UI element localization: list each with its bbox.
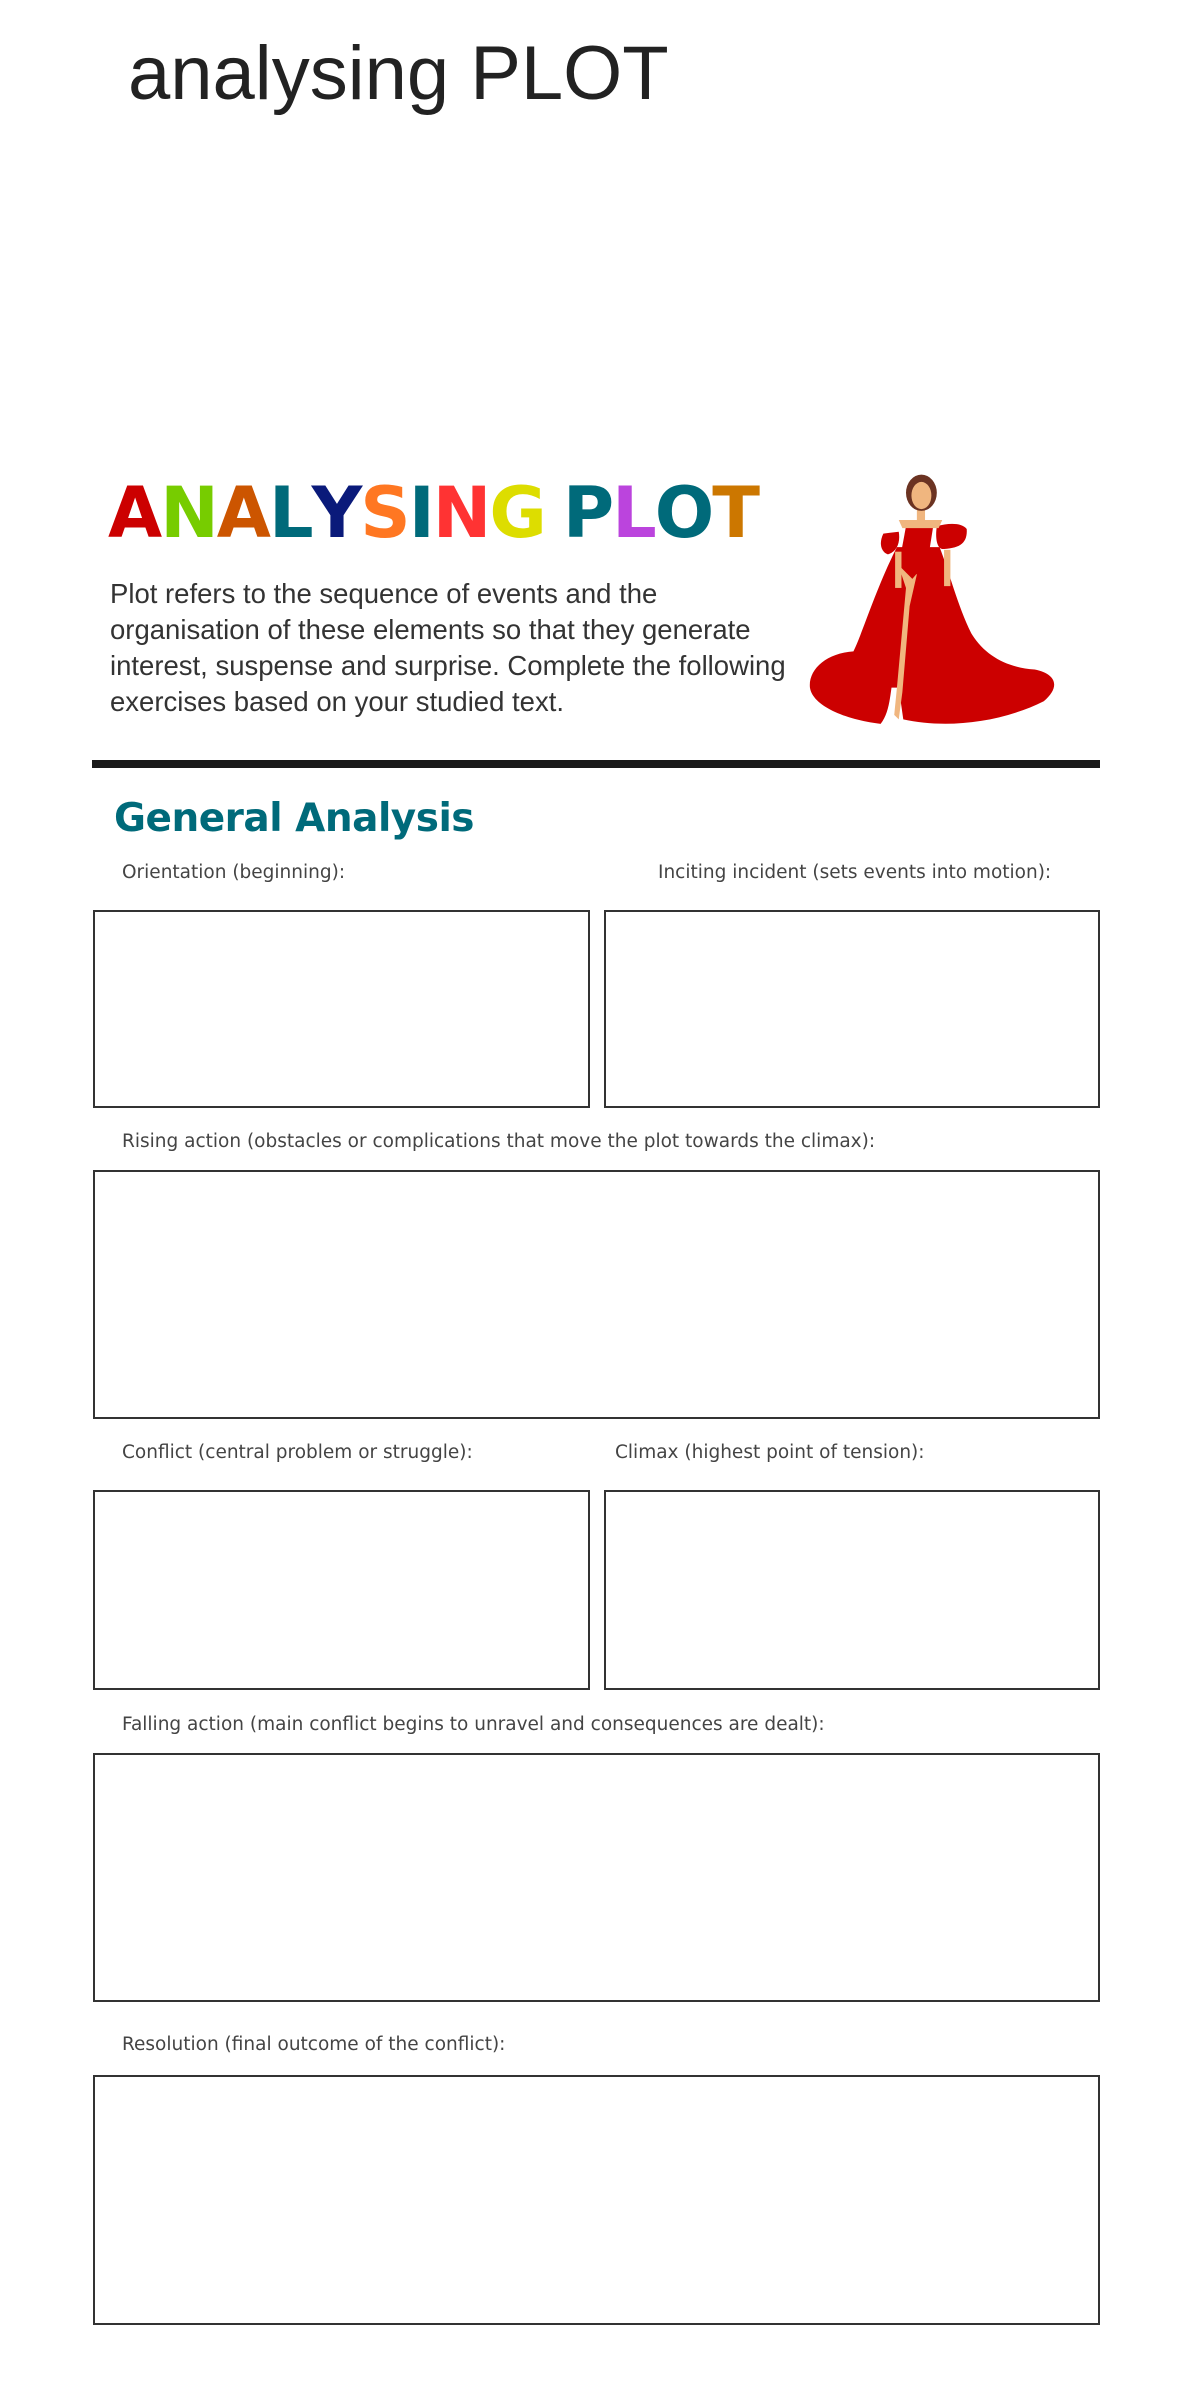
banner-title-letter: I: [408, 472, 433, 554]
climax-label: Climax (highest point of tension):: [615, 1442, 925, 1463]
page-title: analysing PLOT: [128, 31, 669, 116]
banner-title-letter: O: [654, 472, 713, 554]
banner-title-letter: L: [612, 472, 655, 554]
banner-title-letter: P: [562, 472, 613, 554]
banner-title-letter: T: [712, 472, 758, 554]
banner-title: [108, 472, 758, 554]
banner-title-letter: N: [160, 472, 217, 554]
banner-title-letter: L: [268, 472, 312, 554]
resolution-label: Resolution (final outcome of the conflict):: [122, 2034, 506, 2055]
inciting-incident-label: Inciting incident (sets events into motion):: [658, 862, 1052, 883]
banner-title-letter: Y: [311, 472, 361, 554]
section-heading: General Analysis: [114, 796, 475, 841]
banner-title-letter: A: [108, 472, 161, 554]
intro-paragraph: Plot refers to the sequence of events and the organisation of these elements so that they generate interest, suspense and surprise. Complete the following exercises based on your studied text.: [110, 578, 786, 717]
orientation-field[interactable]: [93, 910, 590, 1108]
banner-title-letter: G: [489, 472, 545, 554]
banner-title-letter: S: [360, 472, 409, 554]
falling-action-field[interactable]: [93, 1753, 1100, 2002]
rising-action-field[interactable]: [93, 1170, 1100, 1419]
inciting-incident-field[interactable]: [604, 910, 1100, 1108]
woman-in-red-dress-illustration: [790, 452, 1080, 742]
conflict-field[interactable]: [93, 1490, 590, 1690]
climax-field[interactable]: [604, 1490, 1100, 1690]
banner-title-letter: N: [432, 472, 490, 554]
banner-title-letter: A: [216, 472, 269, 554]
orientation-label: Orientation (beginning):: [122, 862, 346, 883]
falling-action-label: Falling action (main conflict begins to unravel and consequences are dealt):: [122, 1714, 825, 1735]
resolution-field[interactable]: [93, 2075, 1100, 2325]
banner-title-letter: [545, 472, 563, 554]
conflict-label: Conflict (central problem or struggle):: [122, 1442, 473, 1463]
section-divider: [92, 760, 1100, 768]
rising-action-label: Rising action (obstacles or complications that move the plot towards the climax):: [122, 1131, 876, 1152]
